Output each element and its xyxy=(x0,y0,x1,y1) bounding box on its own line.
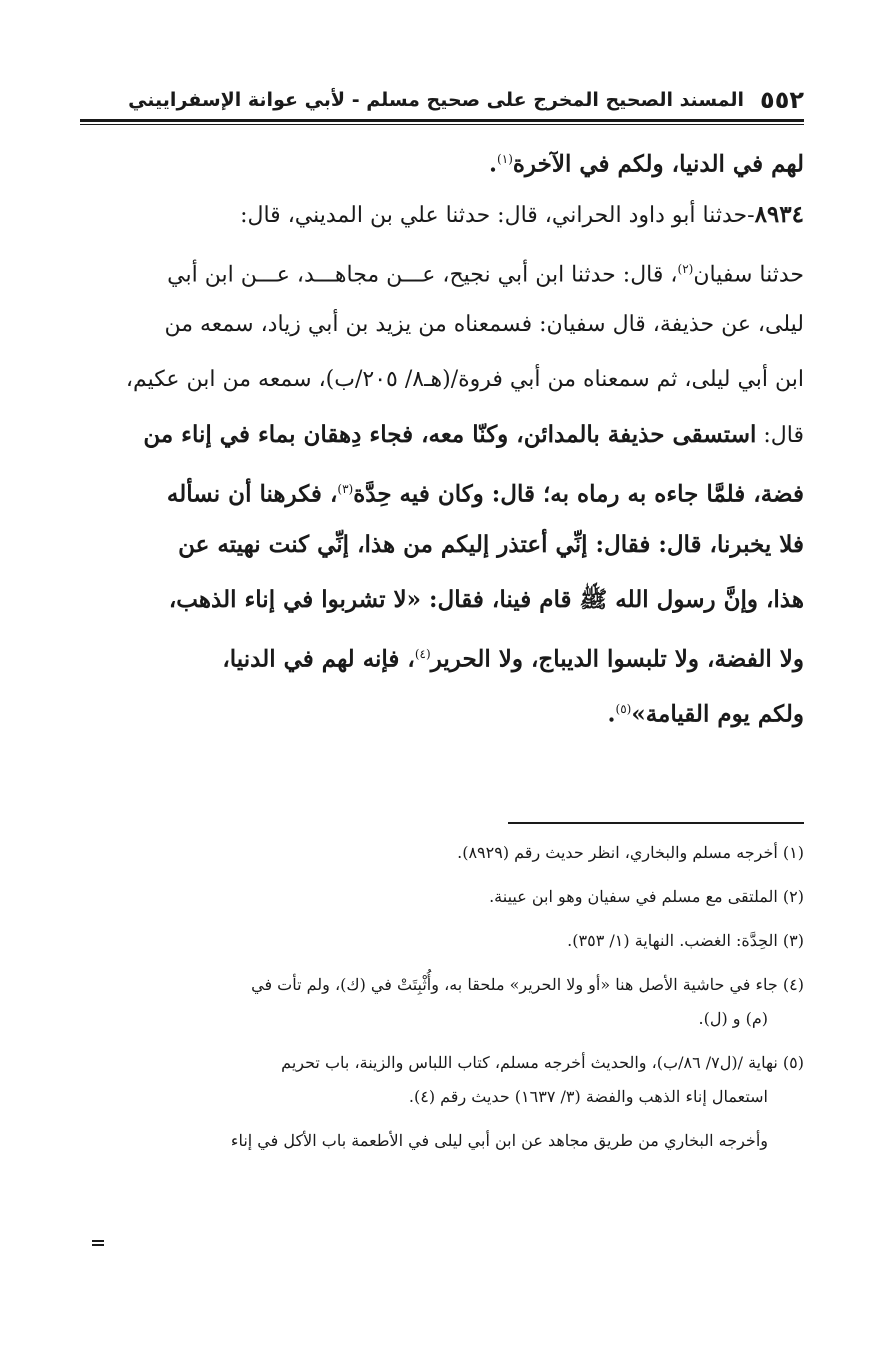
text-span: -حدثنا أبو داود الحراني، قال: حدثنا علي بن المديني، قال: xyxy=(240,203,755,228)
matn-text: استسقى حذيفة بالمدائن، وكنّا معه، فجاء دِهقان بماء في إناء من xyxy=(143,421,757,448)
text-line-6 xyxy=(80,407,804,462)
footnote-5-paragraph: وأخرجه البخاري من طريق مجاهد عن ابن أبي ليلى في الأطعمة باب الأكل في إناء xyxy=(230,1131,768,1150)
running-title: المسند الصحيح المخرج على صحيح مسلم - لأبي عوانة الإسفراييني xyxy=(128,89,745,111)
text-line-4 xyxy=(80,297,804,352)
footnotes xyxy=(80,836,804,1158)
footnote-4: (٤) جاء في حاشية الأصل هنا «أو ولا الحرير» ملحقا به، وأُثْبِتَتْ في (ك)، ولم تأت في xyxy=(251,975,804,994)
text-span: هذا، وإنَّ رسول الله ﷺ قام فينا، فقال: «لا تشربوا في إناء الذهب، xyxy=(168,586,804,613)
footnote-5-continued: استعمال إناء الذهب والفضة (٣/ ١٦٣٧) حديث رقم (٤). xyxy=(408,1087,768,1106)
text-line-11 xyxy=(80,682,804,737)
text-span: ولا الفضة، ولا تلبسوا الديباج، ولا الحرير xyxy=(430,645,804,673)
text-span: ، قال: حدثنا ابن أبي نجيح، عـــن مجاهـــد، عـــن ابن أبي xyxy=(167,262,678,288)
footnote-separator xyxy=(508,822,804,824)
text-span: . xyxy=(489,150,498,178)
footnote-2: (٢) الملتقى مع مسلم في سفيان وهو ابن عيينة. xyxy=(489,887,804,906)
header-rule-thick xyxy=(80,119,804,122)
footnote-ref-2: (٢) xyxy=(677,262,694,276)
text-span: . xyxy=(607,700,616,728)
text-line-7 xyxy=(80,462,804,517)
continuation-mark xyxy=(92,1240,104,1246)
text-line-2 xyxy=(80,187,804,242)
text-line-3 xyxy=(80,242,804,297)
text-span: ، فكرهنا أن نسأله xyxy=(166,480,338,508)
text-span: ولكم يوم القيامة» xyxy=(631,700,804,728)
text-line-10 xyxy=(80,627,804,682)
text-span: حدثنا سفيان xyxy=(693,262,804,288)
footnote-5: (٥) نهاية /(ل٧/ ٨٦/ب)، والحديث أخرجه مسلم، كتاب اللباس والزينة، باب تحريم xyxy=(281,1053,804,1072)
hadith-number: ٨٩٣٤ xyxy=(754,201,804,228)
main-text xyxy=(80,132,804,737)
footnote-ref-1: (١) xyxy=(497,152,513,166)
footnote-1: (١) أخرجه مسلم والبخاري، انظر حديث رقم (٨٩٢٩). xyxy=(457,843,804,862)
header-rule-thin xyxy=(80,124,804,125)
text-span: قال: xyxy=(756,423,804,448)
footnote-4-continued: (م) و (ل). xyxy=(698,1009,768,1028)
footnote-3: (٣) الحِدَّة: الغضب. النهاية (١/ ٣٥٣). xyxy=(567,931,804,950)
text-line-1 xyxy=(80,132,804,187)
footnote-ref-4: (٤) xyxy=(414,647,431,661)
text-line-9 xyxy=(80,572,804,627)
footnote-ref-5: (٥) xyxy=(615,702,632,716)
text-span: لهم في الدنيا، ولكم في الآخرة xyxy=(512,150,804,178)
page-number: ٥٥٢ xyxy=(760,86,804,114)
text-line-5 xyxy=(80,352,804,407)
footnote-ref-3: (٣) xyxy=(337,482,354,496)
text-span: ابن أبي ليلى، ثم سمعناه من أبي فروة/(هـ٨/ ٢٠٥/ب)، سمعه من ابن عكيم، xyxy=(125,367,804,392)
text-span: ليلى، عن حذيفة، قال سفيان: فسمعناه من يزيد بن أبي زياد، سمعه من xyxy=(164,312,804,337)
text-span: ، فإنه لهم في الدنيا، xyxy=(222,645,415,673)
text-span: فلا يخبرنا، قال: فقال: إنِّي أعتذر إليكم من هذا، إنِّي كنت نهيته عن xyxy=(178,531,804,558)
page-header xyxy=(80,82,804,118)
text-span: فضة، فلمَّا جاءه به رماه به؛ قال: وكان فيه حِدَّة xyxy=(353,480,804,508)
text-line-8 xyxy=(80,517,804,572)
